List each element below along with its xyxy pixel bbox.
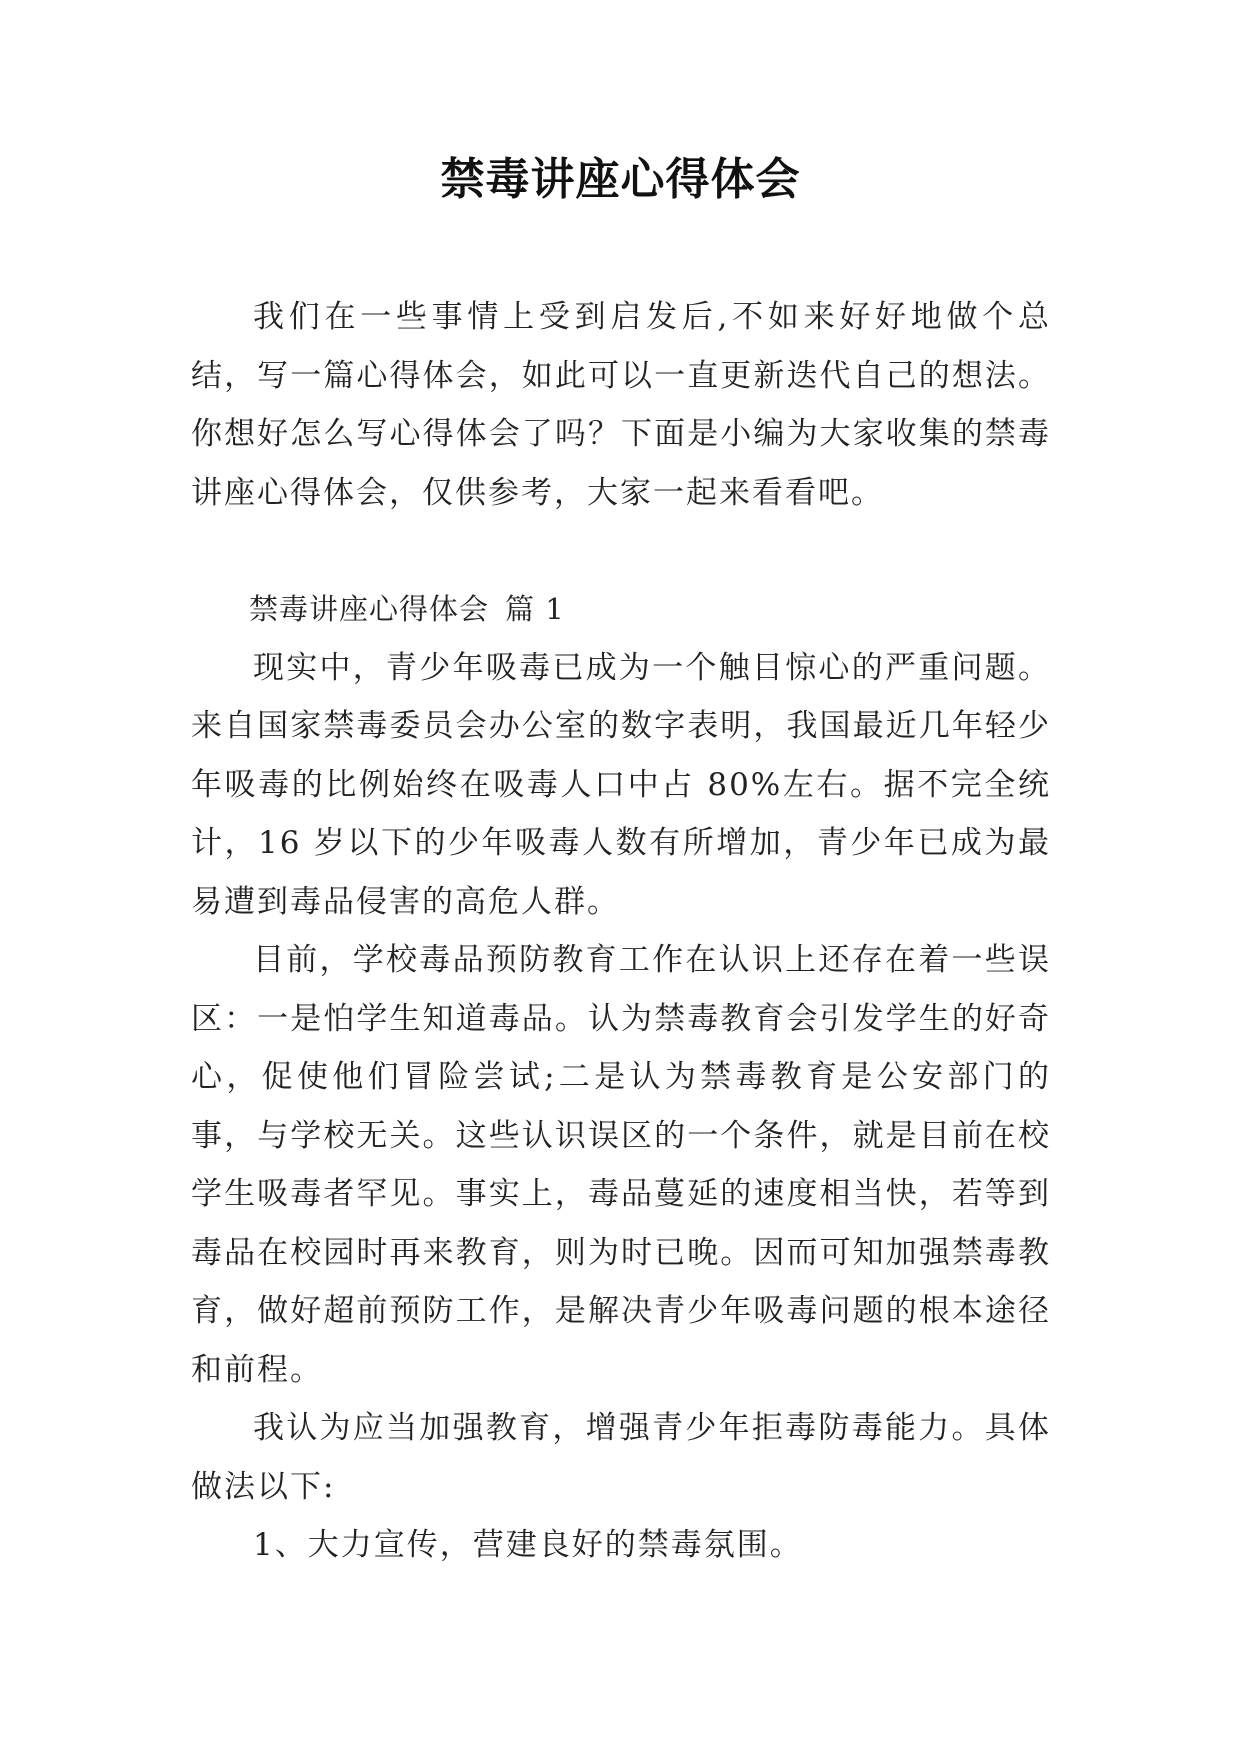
intro-paragraph: 我们在一些事情上受到启发后,不如来好好地做个总结，写一篇心得体会，如此可以一直更新迭代自己的想法。你想好怎么写心得体会了吗？下面是小编为大家收集的禁毒讲座心得体会，仅供参考，大家一起来看看吧。: [191, 299, 1051, 511]
section-number: 篇 1: [505, 592, 565, 626]
body-paragraph: 我认为应当加强教育，增强青少年拒毒防毒能力。具体做法以下:: [191, 1410, 1051, 1505]
section-title: 禁毒讲座心得体会: [249, 592, 490, 626]
document-title: 禁毒讲座心得体会: [440, 154, 801, 205]
section-heading: [191, 580, 1051, 639]
body-paragraph: 目前，学校毒品预防教育工作在认识上还存在着一些误区：一是怕学生知道毒品。认为禁毒教育会引发学生的好奇心，促使他们冒险尝试;二是认为禁毒教育是公安部门的事，与学校无关。这些认识误区的一个条件，就是目前在校学生吸毒者罕见。事实上，毒品蔓延的速度相当快，若等到毒品在校园时再来教育，则为时已晚。因而可知加强禁毒教育，做好超前预防工作，是解决青少年吸毒问题的根本途径和前程。: [191, 942, 1051, 1388]
list-item: 1、大力宣传，营建良好的禁毒氛围。: [253, 1527, 803, 1563]
body-paragraph: 现实中，青少年吸毒已成为一个触目惊心的严重问题。来自国家禁毒委员会办公室的数字表明，我国最近几年轻少年吸毒的比例始终在吸毒人口中占 80%左右。据不完全统计，16 岁以下的少年吸毒人数有所增加，青少年已成为最易遭到毒品侵害的高危人群。: [191, 649, 1051, 920]
document-body: [191, 288, 1051, 1575]
